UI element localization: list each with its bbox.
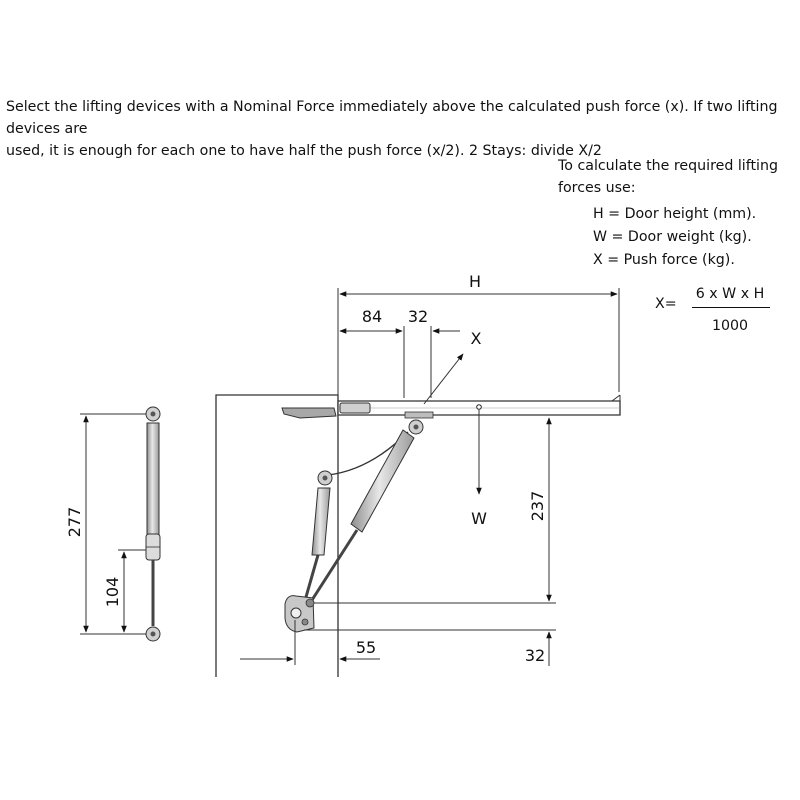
label-84: 84: [361, 307, 383, 326]
gas-stay-right: [312, 420, 423, 600]
label-277: 277: [65, 506, 84, 538]
formula-numerator: 6 x W x H: [695, 286, 765, 302]
label-32-bottom: 32: [524, 646, 546, 665]
definition-x: X = Push force (kg).: [593, 252, 735, 268]
intro-line-1: Select the lifting devices with a Nominal Force immediately above the calculated push force (x). If two lifting devices are: [6, 99, 778, 137]
intro-line-2: used, it is enough for each one to have half the push force (x/2). 2 Stays: divide X/2: [6, 143, 602, 159]
push-force-arrow: [424, 329, 482, 404]
label-32-top: 32: [407, 307, 429, 326]
dimension-104: [103, 550, 146, 632]
label-104: 104: [103, 576, 122, 608]
weight-arrow: [471, 410, 487, 528]
dimension-237: [314, 418, 556, 603]
definition-h: H = Door height (mm).: [593, 206, 757, 222]
dimension-84-32: [340, 307, 460, 398]
gas-stay-left: [306, 471, 332, 597]
formula-lhs: X=: [655, 296, 677, 312]
formula-denominator: 1000: [711, 318, 749, 334]
definition-w: W = Door weight (kg).: [593, 229, 752, 245]
label-237: 237: [528, 490, 547, 522]
label-x: X: [470, 329, 482, 348]
calc-title-line-2: forces use:: [558, 180, 636, 196]
calc-title-line-1: To calculate the required lifting: [558, 158, 778, 174]
gas-stay-standalone: [146, 407, 160, 641]
base-mount: [285, 596, 314, 632]
dimension-32-bottom: [304, 630, 556, 666]
label-55: 55: [355, 638, 377, 657]
label-w: W: [471, 509, 487, 528]
label-h: H: [468, 272, 482, 291]
